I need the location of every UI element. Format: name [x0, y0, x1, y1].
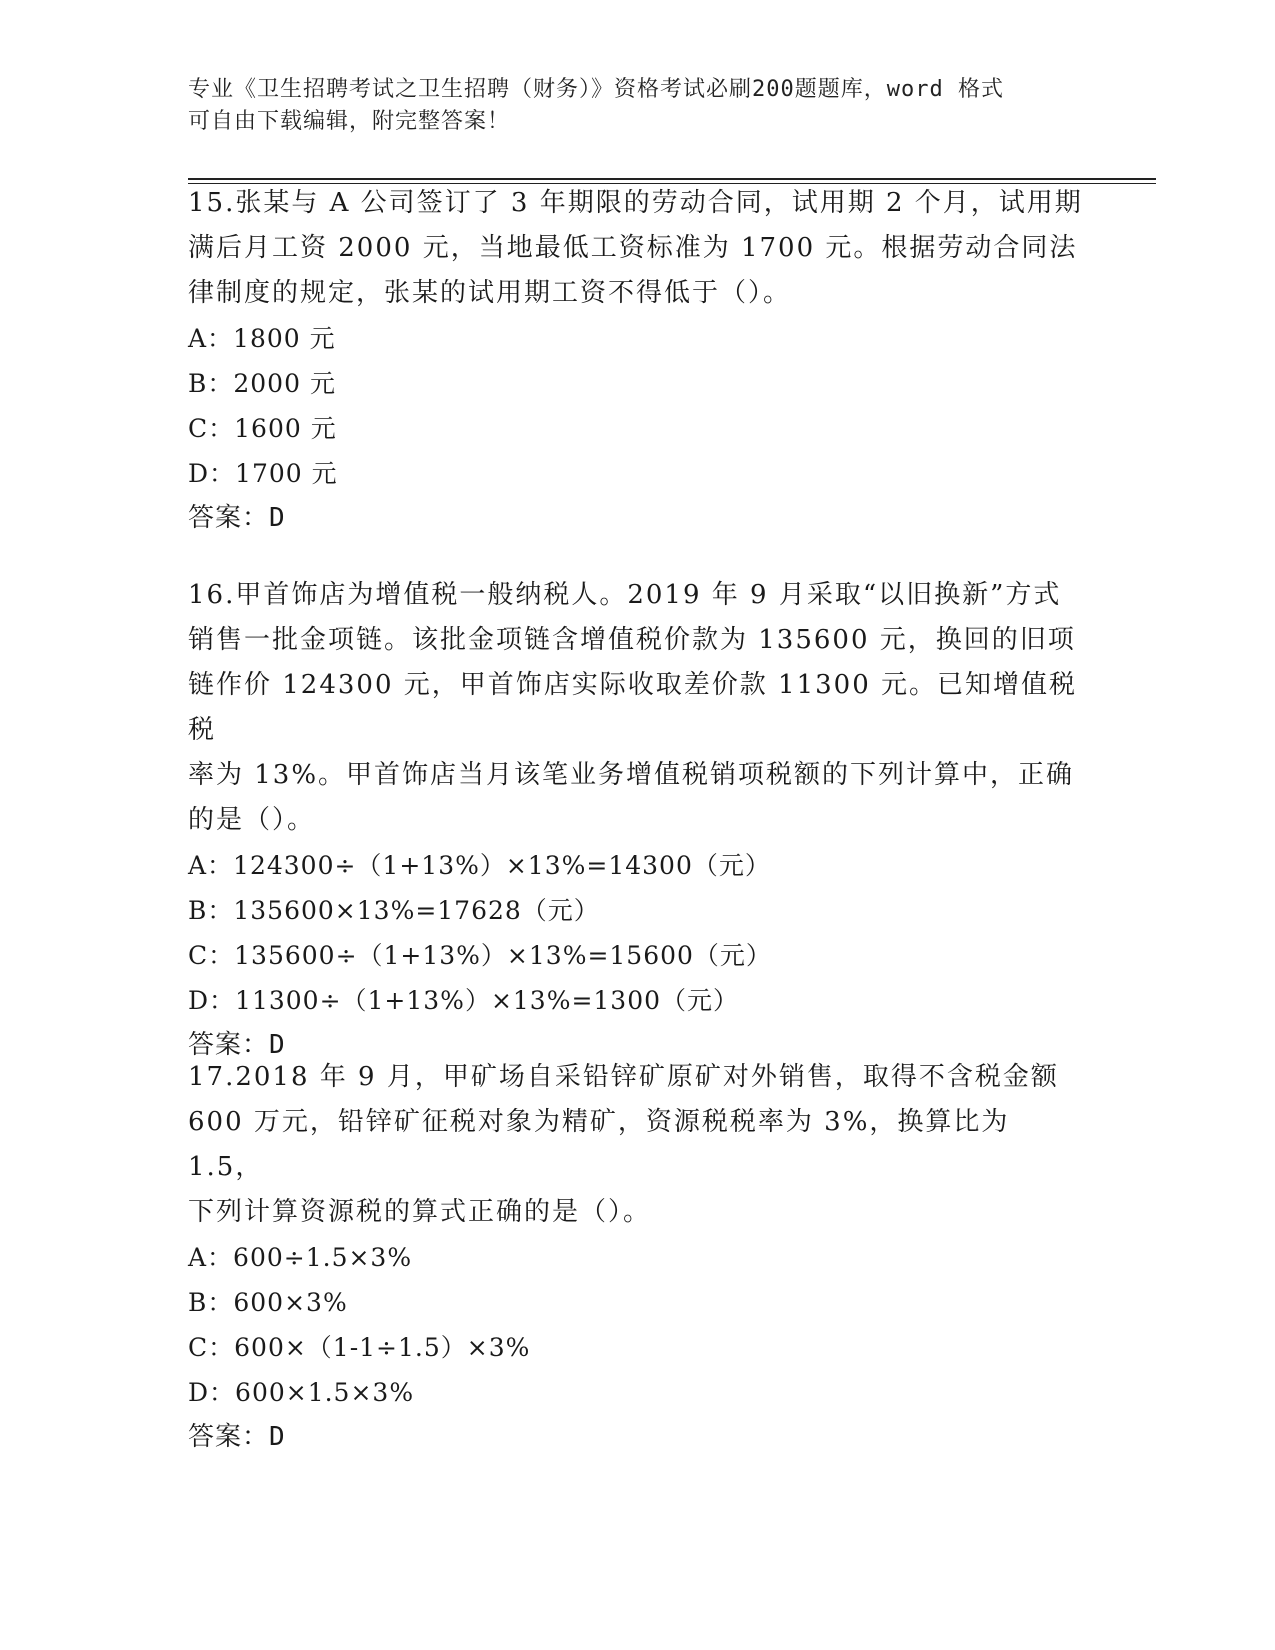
question-stem-line: 16.甲首饰店为增值税一般纳税人。2019 年 9 月采取“以旧换新”方式 [188, 580, 1062, 610]
question-stem-line: 满后月工资 2000 元，当地最低工资标准为 1700 元。根据劳动合同法 [188, 233, 1078, 263]
question-stem-line: 15.张某与 A 公司签订了 3 年期限的劳动合同，试用期 2 个月，试用期 [188, 188, 1083, 218]
option-a: A：124300÷（1+13%）×13%=14300（元） [188, 851, 771, 880]
answer-label: 答案：D [188, 503, 286, 533]
option-b: B：2000 元 [188, 369, 336, 398]
option-b: B：600×3% [188, 1288, 348, 1317]
header-line-1: 专业《卫生招聘考试之卫生招聘（财务）》资格考试必刷200题题库，word 格式 [188, 77, 1004, 102]
question-stem-line: 销售一批金项链。该批金项链含增值税价款为 135600 元，换回的旧项 [188, 625, 1076, 655]
question-stem-line: 600 万元，铅锌矿征税对象为精矿，资源税税率为 3%，换算比为 1.5， [188, 1107, 1010, 1182]
header-divider-thick [188, 178, 1156, 180]
option-a: A：600÷1.5×3% [188, 1243, 413, 1272]
option-d: D：1700 元 [188, 459, 338, 488]
answer-label: 答案：D [188, 1422, 286, 1452]
option-c: C：600×（1-1÷1.5）×3% [188, 1333, 531, 1362]
question-stem-line: 率为 13%。甲首饰店当月该笔业务增值税销项税额的下列计算中，正确 [188, 760, 1075, 790]
question-stem-line: 律制度的规定，张某的试用期工资不得低于（）。 [188, 278, 792, 308]
question-stem-line: 的是（）。 [188, 805, 316, 835]
option-c: C：135600÷（1+13%）×13%=15600（元） [188, 941, 772, 970]
answer-label: 答案：D [188, 1030, 286, 1060]
question-16 [188, 573, 1088, 1068]
option-d: D：600×1.5×3% [188, 1378, 415, 1407]
question-stem-line: 17.2018 年 9 月，甲矿场自采铅锌矿原矿对外销售，取得不含税金额 [188, 1062, 1059, 1092]
header-line-2: 可自由下载编辑，附完整答案！ [188, 109, 511, 134]
question-15 [188, 181, 1088, 541]
question-17 [188, 1055, 1088, 1460]
option-b: B：135600×13%=17628（元） [188, 896, 600, 925]
document-header [188, 74, 1068, 138]
option-a: A：1800 元 [188, 324, 336, 353]
question-stem-line: 链作价 124300 元，甲首饰店实际收取差价款 11300 元。已知增值税税 [188, 670, 1078, 745]
option-c: C：1600 元 [188, 414, 337, 443]
question-stem-line: 下列计算资源税的算式正确的是（）。 [188, 1197, 652, 1227]
option-d: D：11300÷（1+13%）×13%=1300（元） [188, 986, 740, 1015]
